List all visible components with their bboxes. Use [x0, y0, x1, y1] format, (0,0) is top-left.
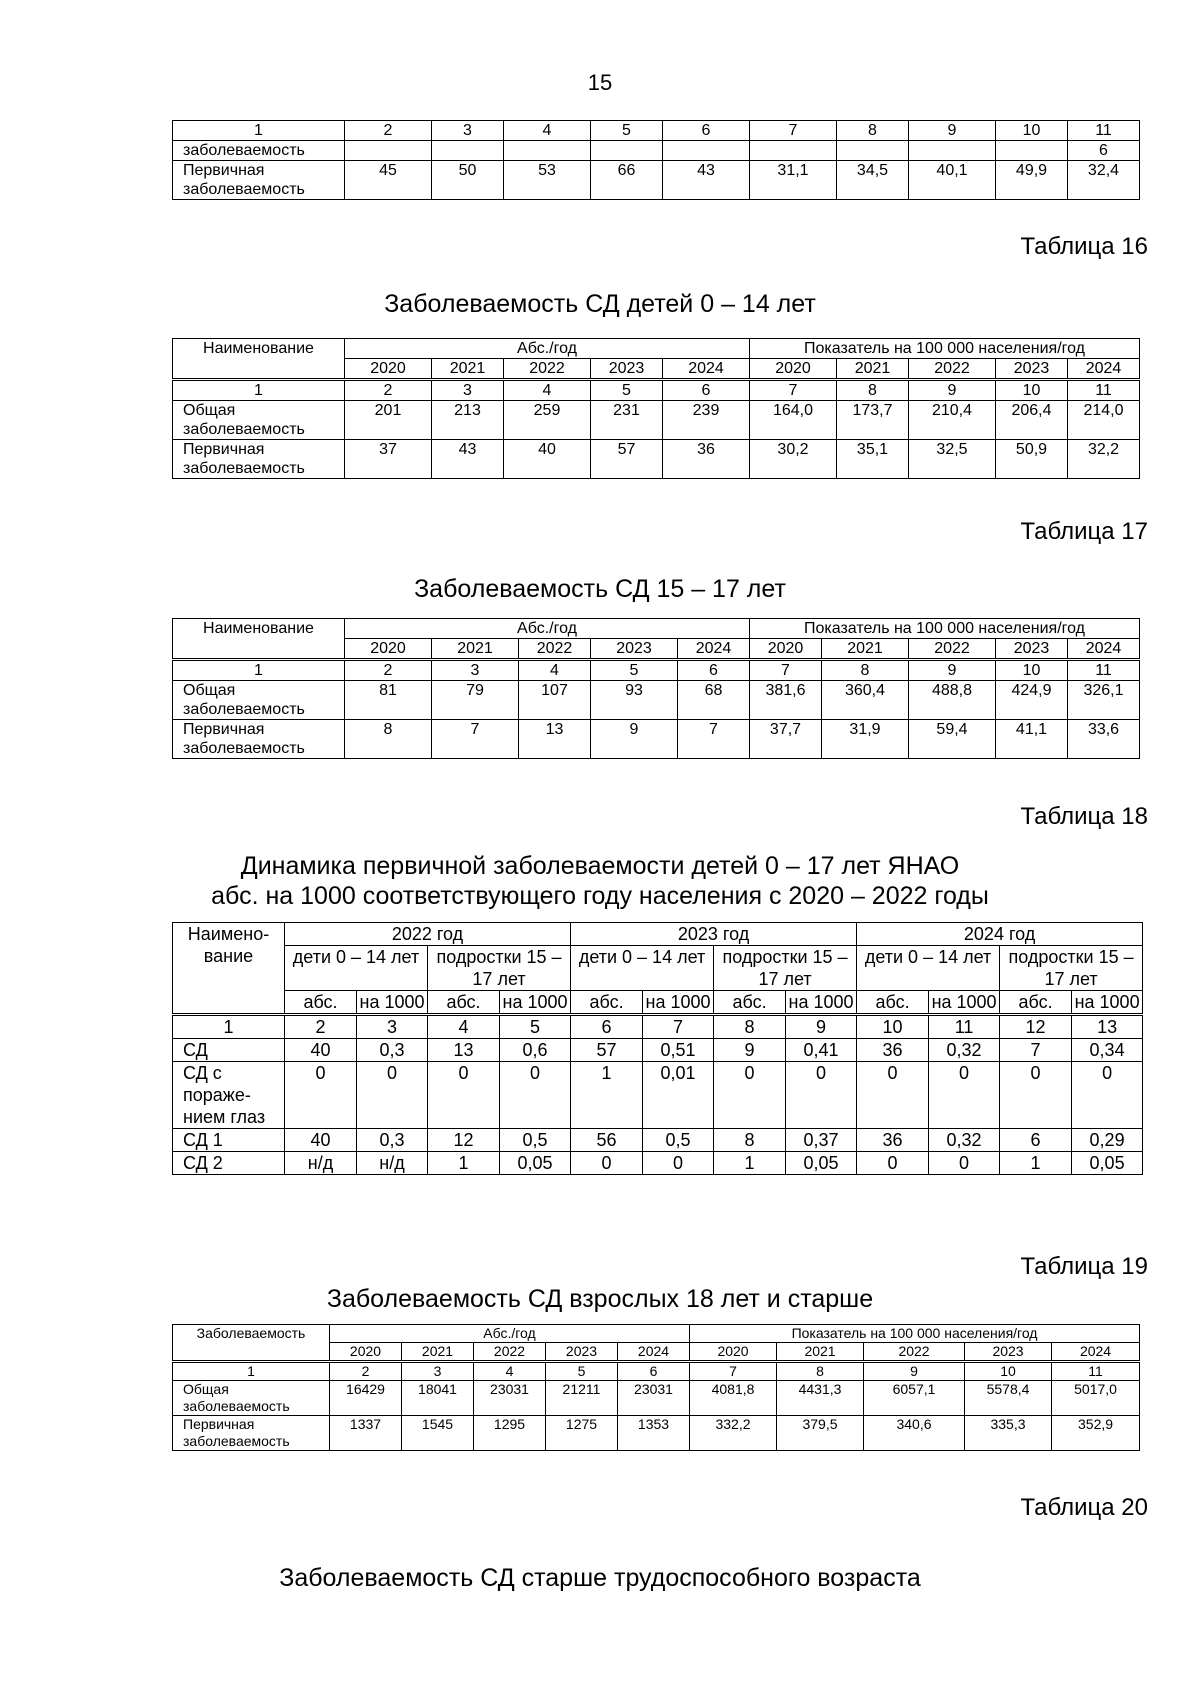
col-number: 3	[432, 660, 519, 681]
col-number: 13	[1072, 1015, 1143, 1039]
cell: 12	[428, 1129, 500, 1152]
cell: 352,9	[1052, 1416, 1140, 1451]
cell: 1337	[330, 1416, 402, 1451]
year-header: 2022 год	[285, 923, 571, 946]
col-number: 8	[822, 660, 909, 681]
cell: 239	[663, 401, 750, 440]
cell: 56	[571, 1129, 643, 1152]
cell: 59,4	[909, 720, 996, 759]
cell: 5017,0	[1052, 1381, 1140, 1416]
cell	[663, 141, 750, 161]
cell: 43	[432, 440, 504, 479]
cell: 0,32	[929, 1039, 1000, 1062]
cell: 81	[345, 681, 432, 720]
header-row	[173, 339, 1140, 359]
cell: 36	[857, 1129, 929, 1152]
col-number: 10	[965, 1362, 1052, 1381]
cell: 35,1	[837, 440, 909, 479]
cell: 45	[345, 161, 432, 200]
cell: 0,51	[643, 1039, 714, 1062]
table-19	[172, 1324, 1140, 1451]
cell: 259	[504, 401, 591, 440]
cell: 33,6	[1068, 720, 1140, 759]
year-header: 2022	[864, 1343, 965, 1362]
table-row	[173, 1416, 1140, 1451]
cell: 0,05	[1072, 1152, 1143, 1175]
col-number: 7	[690, 1362, 777, 1381]
cell: 214,0	[1068, 401, 1140, 440]
group-header-children: дети 0 – 14 лет	[285, 946, 428, 991]
year-header: 2024 год	[857, 923, 1143, 946]
cell: 0,34	[1072, 1039, 1143, 1062]
numbers-row	[173, 660, 1140, 681]
year-header: 2023	[591, 639, 678, 660]
year-header: 2024	[1068, 639, 1140, 660]
year-header: 2020	[690, 1343, 777, 1362]
col-number: 1	[173, 1362, 330, 1381]
abs-header: абс.	[1000, 991, 1072, 1015]
year-header: 2020	[330, 1343, 402, 1362]
cell: 8	[714, 1129, 786, 1152]
table-row	[173, 1381, 1140, 1416]
year-header: 2024	[618, 1343, 690, 1362]
cell: 7	[678, 720, 750, 759]
row-name: СД с пораже-нием глаз	[173, 1062, 285, 1129]
col-number: 3	[432, 380, 504, 401]
cell: 40	[504, 440, 591, 479]
cell: 360,4	[822, 681, 909, 720]
cell: 41,1	[996, 720, 1068, 759]
groups-row	[173, 946, 1143, 991]
cell: 18041	[402, 1381, 474, 1416]
cell: 213	[432, 401, 504, 440]
header-row	[173, 121, 1140, 141]
cell: 49,9	[996, 161, 1068, 200]
cell: 0	[357, 1062, 428, 1129]
table-row	[173, 681, 1140, 720]
row-name: Первичная заболеваемость	[173, 440, 345, 479]
col-number: 7	[750, 121, 837, 141]
numbers-row	[173, 380, 1140, 401]
cell: 9	[591, 720, 678, 759]
col-number: 9	[909, 121, 996, 141]
col-number: 5	[591, 121, 663, 141]
col-number: 11	[1068, 380, 1140, 401]
col-number: 5	[591, 660, 678, 681]
cell: 0	[929, 1152, 1000, 1175]
year-header: 2021	[777, 1343, 864, 1362]
cell: 201	[345, 401, 432, 440]
cell: 107	[519, 681, 591, 720]
table-row	[173, 1129, 1143, 1152]
year-header: 2020	[750, 639, 822, 660]
year-header: 2020	[345, 359, 432, 380]
cell: 40,1	[909, 161, 996, 200]
cell: 0	[500, 1062, 571, 1129]
year-header: 2022	[909, 359, 996, 380]
abs-header: Абс./год	[345, 619, 750, 639]
cell: 32,2	[1068, 440, 1140, 479]
year-header: 2020	[345, 639, 432, 660]
cell: 0,32	[929, 1129, 1000, 1152]
cell: 164,0	[750, 401, 837, 440]
cell: 0	[428, 1062, 500, 1129]
cell: 53	[504, 161, 591, 200]
cell: 0	[285, 1062, 357, 1129]
cell: 1	[428, 1152, 500, 1175]
cell: 31,9	[822, 720, 909, 759]
cell: 21211	[546, 1381, 618, 1416]
col-number: 10	[996, 660, 1068, 681]
header-row	[173, 923, 1143, 946]
continued-table	[172, 120, 1140, 200]
table-16-label: Таблица 16	[1020, 233, 1148, 260]
year-header: 2023	[996, 359, 1068, 380]
year-header: 2021	[432, 359, 504, 380]
table-19-label: Таблица 19	[1020, 1253, 1148, 1280]
year-header: 2022	[909, 639, 996, 660]
table-row	[173, 1039, 1143, 1062]
header-row	[173, 1325, 1140, 1343]
numbers-row	[173, 1015, 1143, 1039]
row-name: Общая заболеваемость	[173, 1381, 330, 1416]
col-number: 7	[643, 1015, 714, 1039]
cell	[345, 141, 432, 161]
year-header: 2024	[678, 639, 750, 660]
group-header-teens: подростки 15 – 17 лет	[714, 946, 857, 991]
cell: 332,2	[690, 1416, 777, 1451]
cell: 32,4	[1068, 161, 1140, 200]
cell: 488,8	[909, 681, 996, 720]
cell: 0,6	[500, 1039, 571, 1062]
year-header: 2020	[750, 359, 837, 380]
cell: 50,9	[996, 440, 1068, 479]
year-header: 2024	[1068, 359, 1140, 380]
cell: 381,6	[750, 681, 822, 720]
cell: 6	[1000, 1129, 1072, 1152]
cell: 1545	[402, 1416, 474, 1451]
cell: 0	[857, 1152, 929, 1175]
cell: 1	[1000, 1152, 1072, 1175]
per1000-header: на 1000	[357, 991, 428, 1015]
group-header-children: дети 0 – 14 лет	[857, 946, 1000, 991]
col-number: 1	[173, 121, 345, 141]
cell: 0,3	[357, 1039, 428, 1062]
cell	[432, 141, 504, 161]
year-header: 2021	[402, 1343, 474, 1362]
cell: 0,05	[786, 1152, 857, 1175]
col-number: 8	[714, 1015, 786, 1039]
col-number: 1	[173, 1015, 285, 1039]
col-number: 8	[837, 121, 909, 141]
cell: 36	[857, 1039, 929, 1062]
cell: 4081,8	[690, 1381, 777, 1416]
col-number: 10	[996, 380, 1068, 401]
cell	[996, 141, 1068, 161]
per1000-header: на 1000	[500, 991, 571, 1015]
year-header: 2023	[996, 639, 1068, 660]
cell	[909, 141, 996, 161]
per1000-header: на 1000	[1072, 991, 1143, 1015]
cell: 57	[571, 1039, 643, 1062]
col-number: 9	[786, 1015, 857, 1039]
cell: 40	[285, 1039, 357, 1062]
cell: 340,6	[864, 1416, 965, 1451]
col-number: 8	[837, 380, 909, 401]
cell: 0	[571, 1152, 643, 1175]
cell: 6	[1068, 141, 1140, 161]
cell: 13	[519, 720, 591, 759]
cell: 37,7	[750, 720, 822, 759]
cell: 1275	[546, 1416, 618, 1451]
cell: 30,2	[750, 440, 837, 479]
cell: 57	[591, 440, 663, 479]
cell: 79	[432, 681, 519, 720]
group-header-children: дети 0 – 14 лет	[571, 946, 714, 991]
table-17	[172, 618, 1140, 759]
col-number: 5	[591, 380, 663, 401]
cell: 66	[591, 161, 663, 200]
table-19-title: Заболеваемость СД взрослых 18 лет и старше	[326, 1285, 874, 1313]
col-number: 12	[1000, 1015, 1072, 1039]
table-20-title: Заболеваемость СД старше трудоспособного возраста	[279, 1564, 921, 1592]
cell: 1295	[474, 1416, 546, 1451]
year-header: 2022	[474, 1343, 546, 1362]
col-number: 2	[345, 660, 432, 681]
cell: 7	[1000, 1039, 1072, 1062]
year-header: 2022	[519, 639, 591, 660]
cell: 23031	[474, 1381, 546, 1416]
cell: 379,5	[777, 1416, 864, 1451]
table-row	[173, 161, 1140, 200]
rate-header: Показатель на 100 000 населения/год	[690, 1325, 1140, 1343]
col-number: 9	[909, 660, 996, 681]
cell: н/д	[285, 1152, 357, 1175]
col-number: 9	[864, 1362, 965, 1381]
col-number: 2	[285, 1015, 357, 1039]
cell: 0	[1072, 1062, 1143, 1129]
group-header-teens: подростки 15 – 17 лет	[1000, 946, 1143, 991]
cell: 8	[345, 720, 432, 759]
cell: 173,7	[837, 401, 909, 440]
col-number: 11	[1052, 1362, 1140, 1381]
col-number: 8	[777, 1362, 864, 1381]
col-number: 10	[996, 121, 1068, 141]
name-header: Заболеваемость	[173, 1325, 330, 1362]
table-16	[172, 338, 1140, 479]
rate-header: Показатель на 100 000 населения/год	[750, 339, 1140, 359]
abs-header: абс.	[428, 991, 500, 1015]
cell: 37	[345, 440, 432, 479]
cell: 0	[1000, 1062, 1072, 1129]
cell: 43	[663, 161, 750, 200]
numbers-row	[173, 1362, 1140, 1381]
cell: 31,1	[750, 161, 837, 200]
table-row	[173, 440, 1140, 479]
col-number: 4	[504, 380, 591, 401]
cell: 0,5	[500, 1129, 571, 1152]
cell: 40	[285, 1129, 357, 1152]
row-name: Общая заболеваемость	[173, 681, 345, 720]
col-number: 1	[173, 380, 345, 401]
table-16-title: Заболеваемость СД детей 0 – 14 лет	[384, 290, 816, 318]
row-name: Первичная заболеваемость	[173, 161, 345, 200]
cell	[750, 141, 837, 161]
col-number: 6	[663, 380, 750, 401]
row-name: Первичная заболеваемость	[173, 1416, 330, 1451]
table-row	[173, 1152, 1143, 1175]
cell: 5578,4	[965, 1381, 1052, 1416]
cell: 210,4	[909, 401, 996, 440]
units-row	[173, 991, 1143, 1015]
cell: 335,3	[965, 1416, 1052, 1451]
abs-header: абс.	[285, 991, 357, 1015]
name-header: Наименование	[173, 619, 345, 660]
cell: 34,5	[837, 161, 909, 200]
header-row	[173, 619, 1140, 639]
per1000-header: на 1000	[643, 991, 714, 1015]
col-number: 6	[618, 1362, 690, 1381]
col-number: 10	[857, 1015, 929, 1039]
cell: 32,5	[909, 440, 996, 479]
abs-header: абс.	[571, 991, 643, 1015]
cell: 6057,1	[864, 1381, 965, 1416]
cell: 1	[571, 1062, 643, 1129]
col-number: 9	[909, 380, 996, 401]
table-row	[173, 401, 1140, 440]
name-header: Наимено-вание	[173, 923, 285, 1015]
cell: 206,4	[996, 401, 1068, 440]
col-number: 4	[519, 660, 591, 681]
cell: 1	[714, 1152, 786, 1175]
cell: 0	[643, 1152, 714, 1175]
cell: 0	[714, 1062, 786, 1129]
year-header: 2022	[504, 359, 591, 380]
row-name: СД 1	[173, 1129, 285, 1152]
cell: 0	[786, 1062, 857, 1129]
table-18-title-line1: Динамика первичной заболеваемости детей 0 – 17 лет ЯНАО	[240, 852, 960, 880]
abs-header: Абс./год	[345, 339, 750, 359]
cell: 68	[678, 681, 750, 720]
year-header: 2023	[546, 1343, 618, 1362]
cell: 0,5	[643, 1129, 714, 1152]
year-header: 2021	[822, 639, 909, 660]
table-17-label: Таблица 17	[1020, 518, 1148, 545]
cell: 36	[663, 440, 750, 479]
table-row	[173, 720, 1140, 759]
row-name: заболеваемость	[173, 141, 345, 161]
cell: 13	[428, 1039, 500, 1062]
cell: 326,1	[1068, 681, 1140, 720]
cell: 0	[857, 1062, 929, 1129]
cell: 0,05	[500, 1152, 571, 1175]
col-number: 3	[432, 121, 504, 141]
table-row	[173, 1062, 1143, 1129]
table-18	[172, 922, 1143, 1175]
cell: 0,41	[786, 1039, 857, 1062]
year-header: 2021	[432, 639, 519, 660]
row-name: Общая заболеваемость	[173, 401, 345, 440]
cell: 0,01	[643, 1062, 714, 1129]
col-number: 4	[504, 121, 591, 141]
col-number: 5	[546, 1362, 618, 1381]
rate-header: Показатель на 100 000 населения/год	[750, 619, 1140, 639]
cell: 16429	[330, 1381, 402, 1416]
abs-header: абс.	[714, 991, 786, 1015]
col-number: 4	[474, 1362, 546, 1381]
col-number: 7	[750, 380, 837, 401]
cell: 9	[714, 1039, 786, 1062]
col-number: 2	[345, 380, 432, 401]
year-header: 2021	[837, 359, 909, 380]
abs-header: абс.	[857, 991, 929, 1015]
table-17-title: Заболеваемость СД 15 – 17 лет	[414, 575, 786, 603]
per1000-header: на 1000	[929, 991, 1000, 1015]
year-header: 2023	[965, 1343, 1052, 1362]
col-number: 3	[357, 1015, 428, 1039]
cell: 93	[591, 681, 678, 720]
col-number: 4	[428, 1015, 500, 1039]
table-18-title-line2: абс. на 1000 соответствующего году населения с 2020 – 2022 годы	[211, 882, 989, 910]
row-name: Первичная заболеваемость	[173, 720, 345, 759]
col-number: 2	[345, 121, 432, 141]
abs-header: Абс./год	[330, 1325, 690, 1343]
cell: н/д	[357, 1152, 428, 1175]
cell: 1353	[618, 1416, 690, 1451]
col-number: 1	[173, 660, 345, 681]
col-number: 6	[663, 121, 750, 141]
cell: 23031	[618, 1381, 690, 1416]
cell	[837, 141, 909, 161]
table-20-label: Таблица 20	[1020, 1494, 1148, 1521]
cell: 0,37	[786, 1129, 857, 1152]
year-header: 2024	[1052, 1343, 1140, 1362]
col-number: 11	[1068, 121, 1140, 141]
cell: 424,9	[996, 681, 1068, 720]
col-number: 11	[1068, 660, 1140, 681]
cell: 7	[432, 720, 519, 759]
col-number: 2	[330, 1362, 402, 1381]
cell	[591, 141, 663, 161]
per1000-header: на 1000	[786, 991, 857, 1015]
cell: 0,29	[1072, 1129, 1143, 1152]
cell	[504, 141, 591, 161]
cell: 0	[929, 1062, 1000, 1129]
table-18-label: Таблица 18	[1020, 803, 1148, 830]
col-number: 5	[500, 1015, 571, 1039]
col-number: 7	[750, 660, 822, 681]
row-name: СД 2	[173, 1152, 285, 1175]
col-number: 6	[571, 1015, 643, 1039]
cell: 4431,3	[777, 1381, 864, 1416]
page-number: 15	[587, 70, 613, 95]
table-row	[173, 141, 1140, 161]
year-header: 2023 год	[571, 923, 857, 946]
col-number: 11	[929, 1015, 1000, 1039]
cell: 0,3	[357, 1129, 428, 1152]
col-number: 3	[402, 1362, 474, 1381]
cell: 50	[432, 161, 504, 200]
row-name: СД	[173, 1039, 285, 1062]
cell: 231	[591, 401, 663, 440]
name-header: Наименование	[173, 339, 345, 380]
col-number: 6	[678, 660, 750, 681]
group-header-teens: подростки 15 – 17 лет	[428, 946, 571, 991]
year-header: 2024	[663, 359, 750, 380]
year-header: 2023	[591, 359, 663, 380]
